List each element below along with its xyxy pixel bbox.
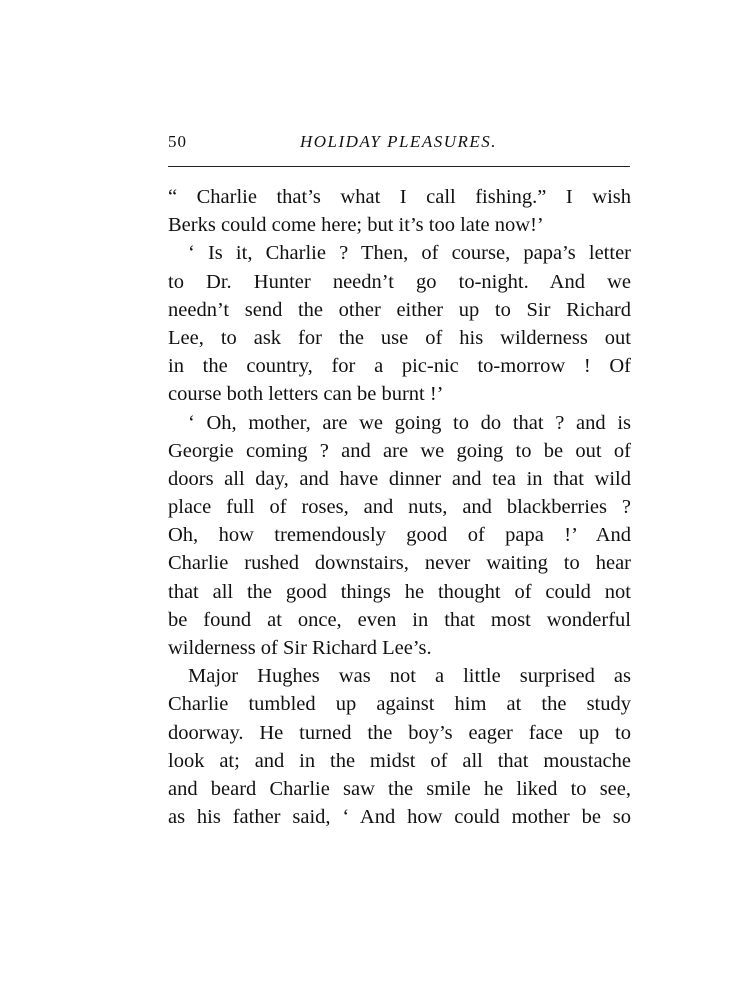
text-line: Oh, how tremendously good of papa !’ And (168, 524, 631, 547)
text-line: needn’t send the other either up to Sir Richard (168, 298, 631, 321)
text-line: and beard Charlie saw the smile he liked to see, (168, 777, 631, 800)
running-head: HOLIDAY PLEASURES. (300, 132, 497, 151)
text-line: ‘ Oh, mother, are we going to do that ? and is (188, 411, 631, 434)
text-line: that all the good things he thought of could not (168, 580, 631, 603)
text-line: doorway. He turned the boy’s eager face up to (168, 721, 631, 744)
text-line: Berks could come here; but it’s too late now!’ (168, 214, 544, 237)
text-line: doors all day, and have dinner and tea in that wild (168, 467, 631, 490)
text-line: Major Hughes was not a little surprised as (188, 665, 631, 688)
header-rule (168, 166, 630, 167)
body-text (168, 183, 631, 831)
page-header (168, 132, 630, 156)
text-line: Charlie tumbled up against him at the study (168, 693, 631, 716)
text-line: ‘ Is it, Charlie ? Then, of course, papa’s letter (188, 242, 631, 265)
text-line: be found at once, even in that most wonderful (168, 608, 631, 631)
text-line: as his father said, ‘ And how could mother be so (168, 806, 631, 829)
text-line: course both letters can be burnt !’ (168, 383, 444, 406)
text-line: place full of roses, and nuts, and blackberries ? (168, 496, 631, 519)
text-line: Lee, to ask for the use of his wilderness out (168, 326, 631, 349)
page-number: 50 (168, 132, 187, 151)
text-line: wilderness of Sir Richard Lee’s. (168, 637, 432, 659)
text-line: to Dr. Hunter needn’t go to-night. And we (168, 270, 631, 293)
text-line: in the country, for a pic-nic to-morrow ! Of (168, 355, 631, 378)
text-line: look at; and in the midst of all that moustache (168, 749, 631, 772)
text-line: “ Charlie that’s what I call fishing.” I wish (168, 186, 631, 208)
text-line: Charlie rushed downstairs, never waiting to hear (168, 552, 631, 575)
text-line: Georgie coming ? and are we going to be out of (168, 439, 631, 462)
